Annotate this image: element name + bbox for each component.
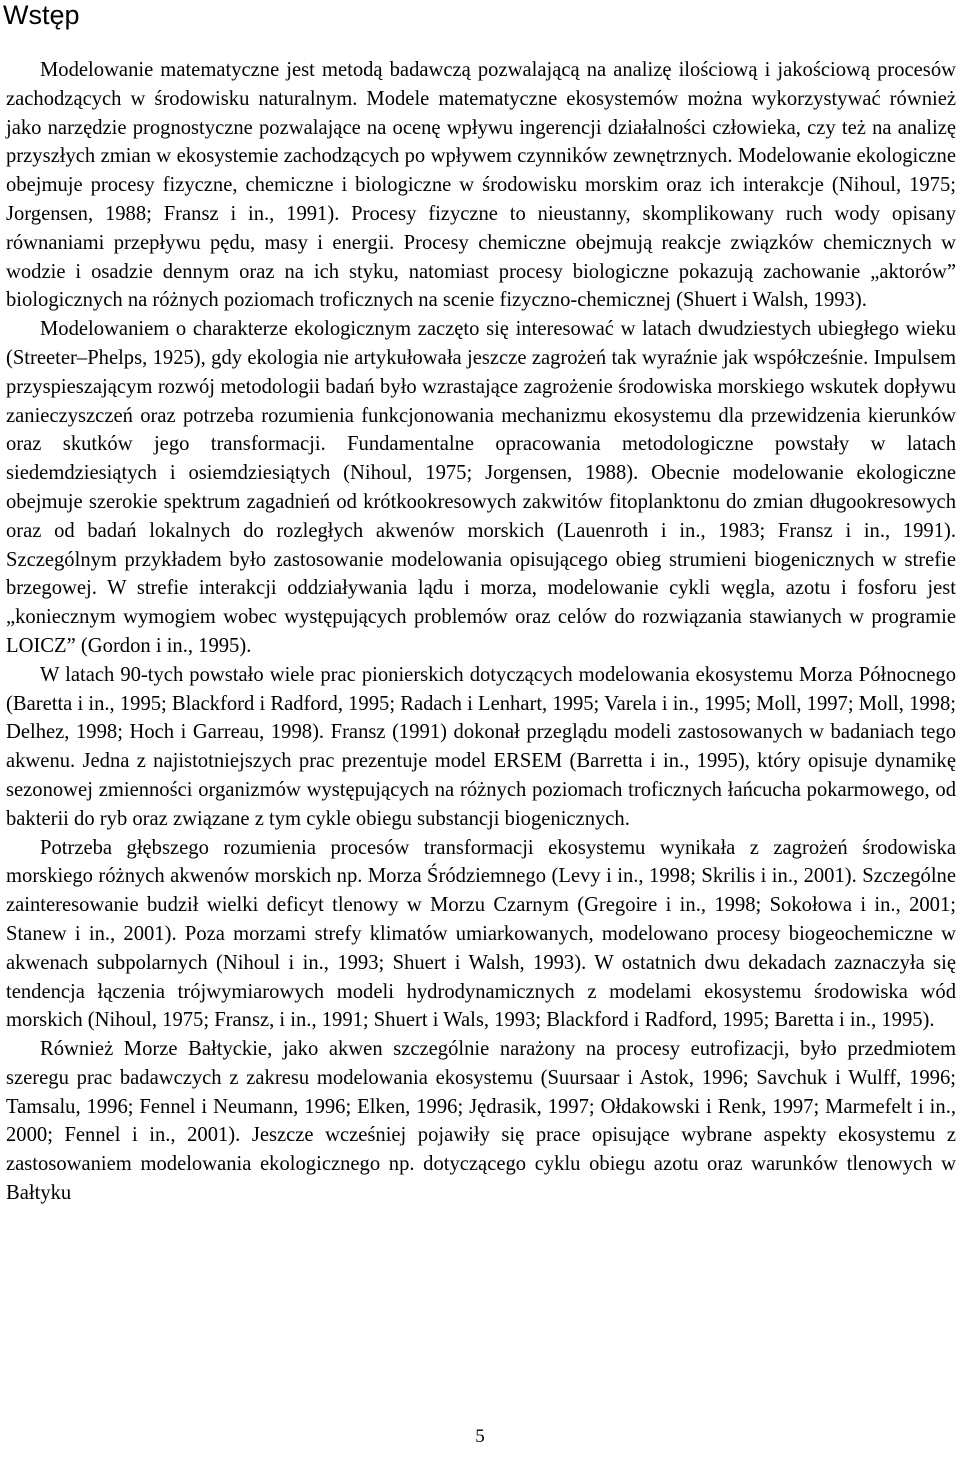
paragraph-3: W latach 90-tych powstało wiele prac pionierskich dotyczących modelowania ekosystemu Morza Północnego (Baretta i in., 1995; Blackford i Radford, 1995; Radach i Lenhart, 1995; Varela i in., 1995; Moll, 1997; Moll, 1998; Delhez, 1998; Hoch i Garreau, 1998). Fransz (1991) dokonał przeglądu modeli zastosowanych w badaniach tego akwenu. Jedna z najistotniejszych prac prezentuje model ERSEM (Barretta i in., 1995), który opisuje dynamikę sezonowej zmienności organizmów występujących na różnych poziomach troficznych łańcucha pokarmowego, od bakterii do ryb oraz związane z tym cykle obiegu substancji biogenicznych. bbox=[6, 663, 956, 830]
paragraph-5: Również Morze Bałtyckie, jako akwen szczególnie narażony na procesy eutrofizacji, było przedmiotem szeregu prac badawczych z zakresu modelowania ekosystemu (Suursaar i Astok, 1996; Savchuk i Wulff, 1996; Tamsalu, 1996; Fennel i Neumann, 1996; Elken, 1996; Jędrasik, 1997; Ołdakowski i Renk, 1997; Marmefelt i in., 2000; Fennel i in., 2001). Jeszcze wcześniej pojawiły się prace opisujące wybrane aspekty ekosystemu z zastosowaniem modelowania ekologicznego np. dotyczącego cyklu obiegu azotu oraz warunków tlenowych w Bałtyku bbox=[6, 1038, 956, 1205]
body-text bbox=[6, 56, 956, 1208]
paragraph-2: Modelowaniem o charakterze ekologicznym zaczęto się interesować w latach dwudziestych ubiegłego wieku (Streeter–Phelps, 1925), gdy ekologia nie artykułowała jeszcze zagrożeń tak wyraźnie jak współcześnie. Impulsem przyspieszającym rozwój metodologii badań było wzrastające zagrożenie środowiska morskiego wskutek dopływu zanieczyszczeń oraz potrzeba rozumienia funkcjonowania mechanizmu ekosystemu dla przewidzenia kierunków oraz skutków jego transformacji. Fundamentalne opracowania metodologiczne powstały w latach siedemdziesiątych i osiemdziesiątych (Nihoul, 1975; Jorgensen, 1988). Obecnie modelowanie ekologiczne obejmuje szerokie spektrum zagadnień od krótkookresowych zakwitów fitoplanktonu do zmian długookresowych oraz od badań lokalnych do rozległych akwenów morskich (Lauenroth i in., 1983; Fransz i in., 1991). Szczególnym przykładem było zastosowanie modelowania opisującego obieg strumieni biogenicznych w strefie brzegowej. W strefie interakcji oddziaływania lądu i morza, modelowanie cykli węgla, azotu i fosforu jest „koniecznym wymogiem wobec występujących problemów oraz celów do rozwiązania stawianych w programie LOICZ” (Gordon i in., 1995). bbox=[6, 318, 956, 657]
page-number: 5 bbox=[475, 1426, 485, 1447]
paragraph-1: Modelowanie matematyczne jest metodą badawczą pozwalającą na analizę ilościową i jakościową procesów zachodzących w środowisku naturalnym. Modele matematyczne ekosystemów można wykorzystywać również jako narzędzie prognostyczne pozwalające na ocenę wpływu ingerencji działalności człowieka, czy też na analizę przyszłych zmian w ekosystemie zachodzących po wpływem czynników zewnętrznych. Modelowanie ekologiczne obejmuje procesy fizyczne, chemiczne i biologiczne w środowisku morskim oraz ich interakcje (Nihoul, 1975; Jorgensen, 1988; Fransz i in., 1991). Procesy fizyczne to nieustanny, skomplikowany ruch wody opisany równaniami przepływu pędu, masy i energii. Procesy chemiczne obejmują reakcje związków chemicznych w wodzie i osadzie dennym oraz na ich styku, natomiast procesy biologiczne pokazują zachowanie „aktorów” biologicznych na różnych poziomach troficznych na scenie fizyczno-chemicznej (Shuert i Walsh, 1993). bbox=[6, 59, 956, 312]
section-heading: Wstęp bbox=[3, 0, 80, 30]
paragraph-4: Potrzeba głębszego rozumienia procesów transformacji ekosystemu wynikała z zagrożeń środowiska morskiego różnych akwenów morskich np. Morza Śródziemnego (Levy i in., 1998; Skrilis i in., 2001). Szczególne zainteresowanie budził wielki deficyt tlenowy w Morzu Czarnym (Gregoire i in., 1998; Sokołowa i in., 2001; Stanew i in., 2001). Poza morzami strefy klimatów umiarkowanych, modelowano procesy biogeochemiczne w akwenach subpolarnych (Nihoul i in., 1993; Shuert i Walsh, 1993). W ostatnich dwu dekadach zaznaczyła się tendencja łączenia trójwymiarowych modeli hydrodynamicznych z modelami ekosystemu środowiska wód morskich (Nihoul, 1975; Fransz, i in., 1991; Shuert i Wals, 1993; Blackford i Radford, 1995; Baretta i in., 1995). bbox=[6, 836, 956, 1032]
